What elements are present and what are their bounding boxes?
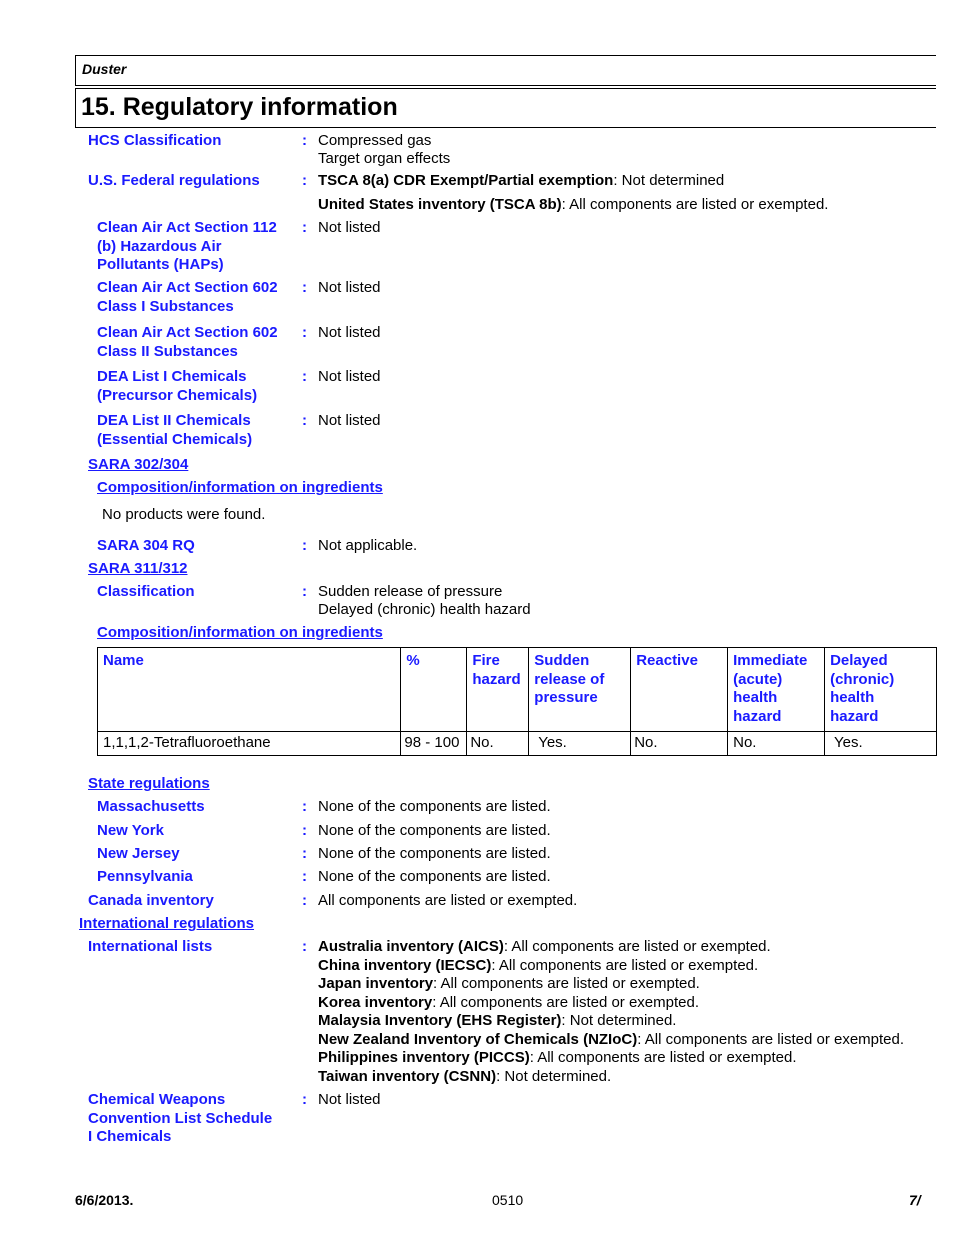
dea-list1-label-line: DEA List I Chemicals xyxy=(97,368,247,385)
table-cell: No. xyxy=(728,732,825,756)
table-header-row xyxy=(98,648,937,732)
dea-list2-label xyxy=(97,412,252,449)
table-header-cell xyxy=(467,648,529,732)
tsca8b-value: : All components are listed or exempted. xyxy=(561,196,829,213)
table-header-cell xyxy=(825,648,937,732)
cwc-label-line: Convention List Schedule xyxy=(88,1109,273,1127)
state-value-massachusetts: None of the components are listed. xyxy=(318,798,551,815)
caa602-class2-label xyxy=(97,324,278,361)
header-text: Fire xyxy=(472,652,500,669)
header-text: (acute) xyxy=(733,670,783,688)
intl-list-value: : All components are listed or exempted. xyxy=(433,975,700,992)
table-cell: Yes. xyxy=(825,732,937,756)
intl-list-name: Korea inventory xyxy=(318,994,433,1011)
intl-list-item xyxy=(318,1031,904,1050)
canada-label: Canada inventory xyxy=(88,892,214,909)
caa112-label-line: (b) Hazardous Air xyxy=(97,237,222,255)
dea-list1-label-line: (Precursor Chemicals) xyxy=(97,386,258,404)
colon: : xyxy=(302,132,307,149)
canada-value: All components are listed or exempted. xyxy=(318,892,578,909)
intl-list-item xyxy=(318,1012,676,1031)
header-text: Delayed xyxy=(830,652,888,669)
colon: : xyxy=(302,368,307,385)
colon: : xyxy=(302,324,307,341)
composition-table xyxy=(97,647,937,756)
table-header-cell xyxy=(98,648,401,732)
table-cell: 1,1,1,2-Tetrafluoroethane xyxy=(98,732,401,756)
intl-list-name: Australia inventory (AICS) xyxy=(318,938,504,955)
hcs-value-1: Compressed gas xyxy=(318,132,432,149)
colon: : xyxy=(302,583,307,600)
international-heading: International regulations xyxy=(79,915,255,932)
tsca8a-name: TSCA 8(a) CDR Exempt/Partial exemption xyxy=(318,172,614,189)
section-title: 15. Regulatory information xyxy=(81,93,398,121)
caa602-class1-label-line: Class I Substances xyxy=(97,297,234,315)
federal-label: U.S. Federal regulations xyxy=(88,172,260,189)
header-text: Sudden xyxy=(534,652,590,669)
intl-list-value: : All components are listed or exempted. xyxy=(637,1031,905,1048)
intl-list-value: : All components are listed or exempted. xyxy=(432,994,700,1011)
colon: : xyxy=(302,892,307,909)
intl-list-item xyxy=(318,957,758,976)
footer-code: 0510 xyxy=(492,1192,524,1208)
no-products-text: No products were found. xyxy=(102,506,266,523)
state-label-new-jersey: New Jersey xyxy=(97,845,180,862)
caa602-class1-label xyxy=(97,279,278,316)
tsca8b-name: United States inventory (TSCA 8b) xyxy=(318,196,562,213)
product-name-box xyxy=(75,55,936,86)
dea-list1-label xyxy=(97,368,257,405)
state-label-massachusetts: Massachusetts xyxy=(97,798,205,815)
colon: : xyxy=(302,279,307,296)
tsca8b-line xyxy=(318,196,828,215)
caa602-class1-label-line: Clean Air Act Section 602 xyxy=(97,279,278,296)
colon: : xyxy=(302,219,307,236)
colon: : xyxy=(302,822,307,839)
footer-page-number: 7/ xyxy=(909,1192,921,1208)
state-value-pennsylvania: None of the components are listed. xyxy=(318,868,551,885)
header-text: pressure xyxy=(534,689,598,706)
dea-list2-label-line: DEA List II Chemicals xyxy=(97,412,251,429)
sara304rq-label: SARA 304 RQ xyxy=(97,537,195,554)
dea-list1-value: Not listed xyxy=(318,368,381,385)
intl-list-value: : Not determined. xyxy=(561,1012,677,1029)
table-row xyxy=(98,732,937,756)
header-text: health xyxy=(733,689,778,706)
cwc-value: Not listed xyxy=(318,1091,381,1108)
intl-list-name: Malaysia Inventory (EHS Register) xyxy=(318,1012,562,1029)
state-label-new-york: New York xyxy=(97,822,164,839)
caa602-class2-label-line: Class II Substances xyxy=(97,342,238,360)
header-text: % xyxy=(406,652,420,669)
classification-label: Classification xyxy=(97,583,195,600)
table-header-cell xyxy=(401,648,467,732)
table-header-cell xyxy=(529,648,631,732)
intl-list-name: New Zealand Inventory of Chemicals (NZIoC) xyxy=(318,1031,638,1048)
sara304rq-value: Not applicable. xyxy=(318,537,418,554)
caa112-label xyxy=(97,219,277,275)
colon: : xyxy=(302,537,307,554)
header-text: hazard xyxy=(830,707,879,725)
intl-list-item xyxy=(318,1049,797,1068)
sara311-comp-heading: Composition/information on ingredients xyxy=(97,624,383,641)
cwc-label-line: I Chemicals xyxy=(88,1128,172,1145)
colon: : xyxy=(302,798,307,815)
product-name: Duster xyxy=(82,61,127,77)
hcs-label: HCS Classification xyxy=(88,132,222,149)
table-cell: No. xyxy=(467,732,529,756)
intl-list-value: : Not determined. xyxy=(496,1068,612,1085)
caa112-label-line: Pollutants (HAPs) xyxy=(97,256,224,273)
state-value-new-york: None of the components are listed. xyxy=(318,822,551,839)
colon: : xyxy=(302,1091,307,1108)
intl-list-name: China inventory (IECSC) xyxy=(318,957,492,974)
colon: : xyxy=(302,938,307,955)
sara311-heading: SARA 311/312 xyxy=(88,560,188,577)
intl-list-item xyxy=(318,994,699,1013)
colon: : xyxy=(302,172,307,189)
dea-list2-label-line: (Essential Chemicals) xyxy=(97,430,253,448)
international-lists-label: International lists xyxy=(88,938,213,955)
table-cell: Yes. xyxy=(529,732,631,756)
header-text: release of xyxy=(534,670,605,688)
intl-list-item xyxy=(318,1068,611,1087)
intl-list-name: Taiwan inventory (CSNN) xyxy=(318,1068,497,1085)
dea-list2-value: Not listed xyxy=(318,412,381,429)
caa602-class1-value: Not listed xyxy=(318,279,381,296)
header-text: hazard xyxy=(472,670,521,688)
header-text: Reactive xyxy=(636,652,698,669)
cwc-label xyxy=(88,1091,272,1147)
classification-value-1: Sudden release of pressure xyxy=(318,583,503,600)
intl-list-item xyxy=(318,975,700,994)
section-header-box xyxy=(75,88,936,128)
state-heading: State regulations xyxy=(88,775,210,792)
intl-list-item xyxy=(318,938,771,957)
intl-list-value: : All components are listed or exempted. xyxy=(491,957,759,974)
caa602-class2-label-line: Clean Air Act Section 602 xyxy=(97,324,278,341)
cwc-label-line: Chemical Weapons xyxy=(88,1091,226,1108)
colon: : xyxy=(302,845,307,862)
table-cell: No. xyxy=(631,732,728,756)
caa602-class2-value: Not listed xyxy=(318,324,381,341)
state-value-new-jersey: None of the components are listed. xyxy=(318,845,551,862)
classification-value-2: Delayed (chronic) health hazard xyxy=(318,601,531,618)
header-text: Immediate xyxy=(733,652,808,669)
sara302-heading: SARA 302/304 xyxy=(88,456,189,473)
table-cell: 98 - 100 xyxy=(401,732,467,756)
footer-date: 6/6/2013. xyxy=(75,1192,134,1208)
intl-list-value: : All components are listed or exempted. xyxy=(503,938,771,955)
header-text: health xyxy=(830,689,875,706)
intl-list-name: Philippines inventory (PICCS) xyxy=(318,1049,530,1066)
caa112-value: Not listed xyxy=(318,219,381,236)
colon: : xyxy=(302,412,307,429)
header-text: hazard xyxy=(733,707,782,725)
intl-list-value: : All components are listed or exempted. xyxy=(529,1049,797,1066)
tsca8a-value: : Not determined xyxy=(613,172,725,189)
hcs-value-2: Target organ effects xyxy=(318,150,451,167)
header-text: (chronic) xyxy=(830,670,895,688)
table-header-cell xyxy=(631,648,728,732)
caa112-label-line: Clean Air Act Section 112 xyxy=(97,219,277,236)
table-header-cell xyxy=(728,648,825,732)
intl-list-name: Japan inventory xyxy=(318,975,434,992)
colon: : xyxy=(302,868,307,885)
tsca8a-line xyxy=(318,172,724,191)
header-text: Name xyxy=(103,652,144,669)
state-label-pennsylvania: Pennsylvania xyxy=(97,868,193,885)
sara302-comp-heading: Composition/information on ingredients xyxy=(97,479,383,496)
